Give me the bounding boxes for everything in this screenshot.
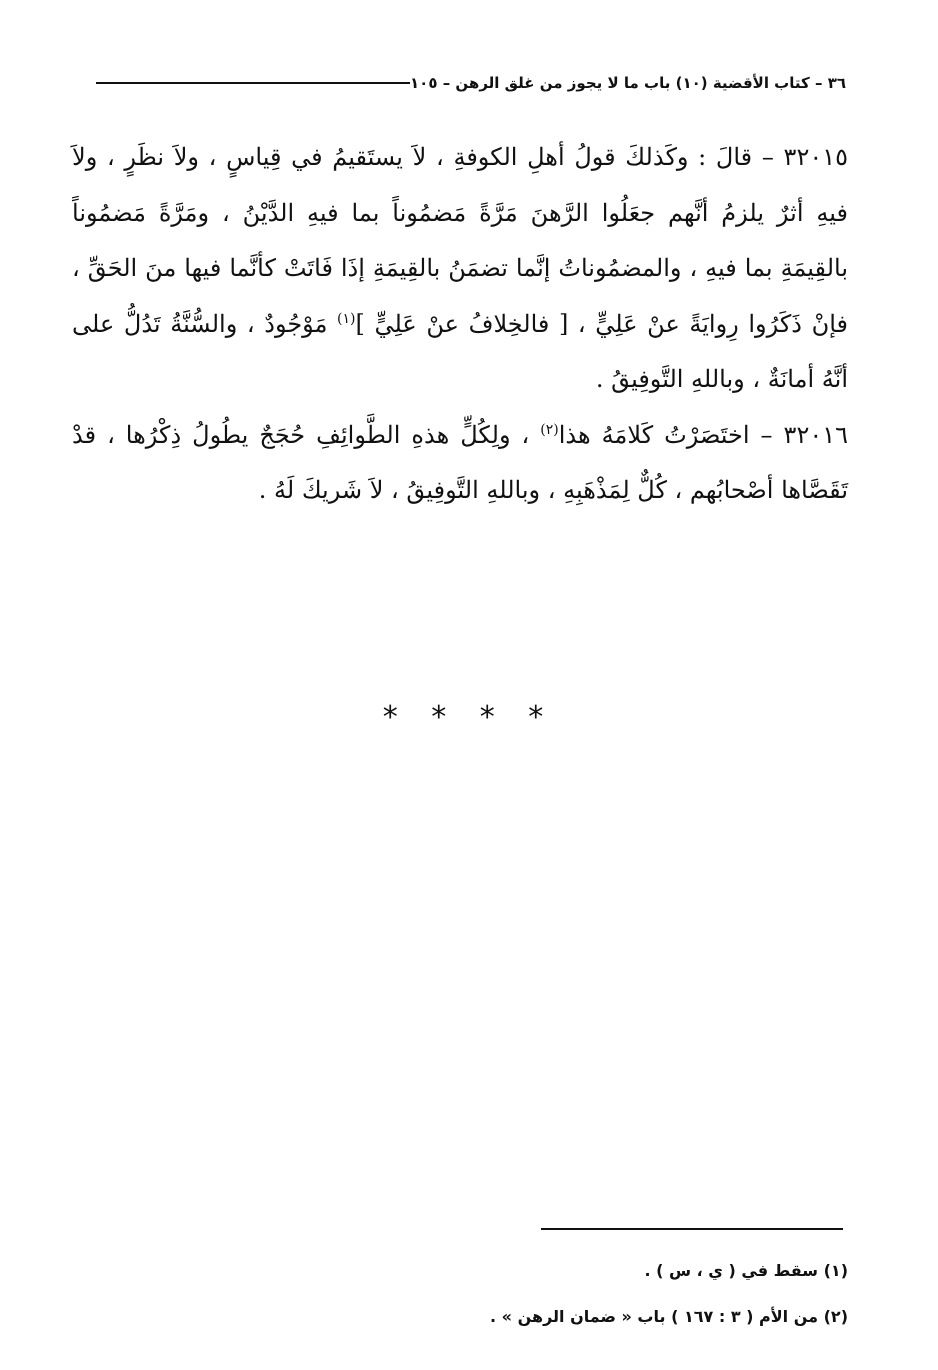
- paragraph-32016: [72, 408, 848, 519]
- footnote-rule: [541, 1228, 843, 1230]
- footnotes: [300, 1248, 848, 1340]
- running-title: ٣٦ – كتاب الأقضية (١٠) باب ما لا يجوز من غلق الرهن – ١٠٥: [410, 74, 846, 92]
- footnote-2: (٢) من الأم ( ٣ : ١٦٧ ) باب « ضمان الرهن » .: [490, 1307, 848, 1326]
- header-rule: [96, 82, 410, 84]
- section-separator: * * * *: [382, 700, 556, 735]
- paragraph-text-continued: مَوْجُودٌ ، والسُّنَّةُ تَدُلُّ على أنَّهُ أمانَةٌ ، وباللهِ التَّوفِيقُ .: [72, 309, 848, 393]
- footnote-1: (١) سقط في ( ي ، س ) .: [644, 1261, 848, 1280]
- page-header: [80, 68, 846, 98]
- paragraph-text: – اختَصَرْتُ كَلامَهُ هذا: [558, 420, 773, 449]
- footnote-ref-2: (٢): [540, 421, 559, 438]
- paragraph-text: – قالَ : وكَذلكَ قولُ أهلِ الكوفةِ ، لاَ يستَقيمُ في قِياسٍ ، ولاَ نظَرٍ ، ولاَ فيهِ أثرٌ يلزمُ أنَّهم جعَلُوا الرَّهنَ مَرَّةً مَضمُوناً بما فيهِ الدَّيْنُ ، ومَرَّةً مَضمُوناً بالقِيمَةِ بما فيهِ ، والمضمُوناتُ إنَّما تضمَنُ بالقِيمَةِ إذَا فَاتَتْ كأنَّما فيها منَ الحَقِّ ، فإنْ ذَكَرُوا رِوايَةً عنْ عَلِيٍّ ، [ فالخِلافُ عنْ عَلِيٍّ ]: [72, 143, 849, 338]
- paragraph-number: ٣٢٠١٥: [783, 143, 848, 171]
- main-text: [72, 130, 848, 519]
- paragraph-32015: [72, 130, 848, 408]
- paragraph-text-continued: ، ولِكُلٍّ هذهِ الطَّوائِفِ حُجَجٌ يطُولُ ذِكْرُها ، قدْ تَقَصَّاها أصْحابُهم ، كُلٌّ لِمَذْهَبِهِ ، وباللهِ التَّوفِيقُ ، لاَ شَريكَ لَهُ .: [72, 420, 848, 504]
- footnote-ref-1: (١): [337, 310, 356, 327]
- paragraph-number: ٣٢٠١٦: [783, 420, 848, 449]
